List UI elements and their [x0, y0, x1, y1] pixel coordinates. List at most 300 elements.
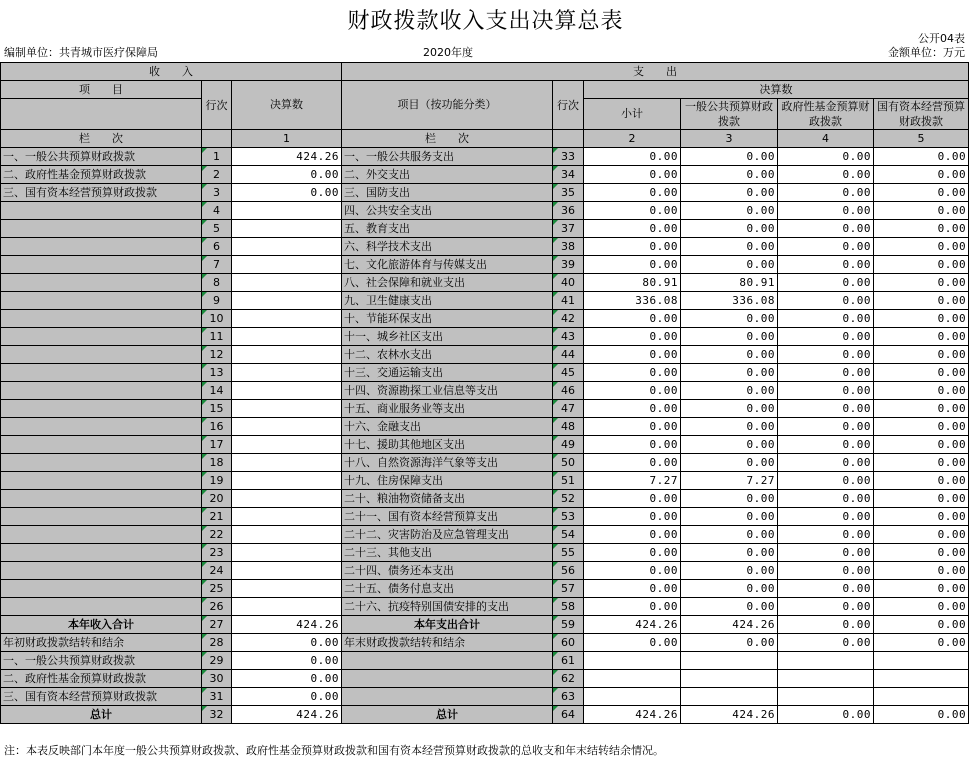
expense-state-capital: 0.00	[874, 472, 969, 490]
income-amount	[232, 364, 342, 382]
income-item	[1, 418, 202, 436]
income-row-no: 8	[202, 274, 232, 292]
income-row-no: 26	[202, 598, 232, 616]
expense-item: 七、文化旅游体育与传媒支出	[342, 256, 553, 274]
income-item: 一、一般公共预算财政拨款	[1, 652, 202, 670]
income-item	[1, 292, 202, 310]
expense-row-no: 53	[553, 508, 584, 526]
expense-row-no: 40	[553, 274, 584, 292]
table-row	[1, 400, 969, 418]
expense-state-capital: 0.00	[874, 202, 969, 220]
expense-gov-fund	[778, 688, 874, 706]
expense-item: 一、一般公共服务支出	[342, 148, 553, 166]
income-amount: 0.00	[232, 670, 342, 688]
col-num-3: 3	[681, 130, 778, 148]
expense-row-no: 36	[553, 202, 584, 220]
expense-gov-fund: 0.00	[778, 220, 874, 238]
expense-gen-budget: 0.00	[681, 454, 778, 472]
col-label: 栏 次	[1, 130, 202, 148]
expense-subtotal: 336.08	[584, 292, 681, 310]
expense-subtotal: 0.00	[584, 310, 681, 328]
expense-subtotal: 0.00	[584, 400, 681, 418]
expense-subtotal: 0.00	[584, 598, 681, 616]
expense-item: 本年支出合计	[342, 616, 553, 634]
income-amount	[232, 562, 342, 580]
expense-item: 八、社会保障和就业支出	[342, 274, 553, 292]
income-row-no: 7	[202, 256, 232, 274]
expense-state-capital: 0.00	[874, 328, 969, 346]
income-item: 三、国有资本经营预算财政拨款	[1, 688, 202, 706]
income-amount	[232, 256, 342, 274]
income-item: 二、政府性基金预算财政拨款	[1, 670, 202, 688]
expense-gov-fund: 0.00	[778, 148, 874, 166]
expense-item: 二十、粮油物资储备支出	[342, 490, 553, 508]
expense-row-no: 54	[553, 526, 584, 544]
table-row	[1, 238, 969, 256]
expense-item: 十二、农林水支出	[342, 346, 553, 364]
table-row	[1, 418, 969, 436]
expense-gov-fund: 0.00	[778, 634, 874, 652]
expense-state-capital: 0.00	[874, 256, 969, 274]
income-row-no: 32	[202, 706, 232, 724]
income-amount: 0.00	[232, 688, 342, 706]
table-row	[1, 292, 969, 310]
income-row-no: 3	[202, 184, 232, 202]
table-row	[1, 634, 969, 652]
expense-state-capital: 0.00	[874, 166, 969, 184]
expense-gov-fund: 0.00	[778, 184, 874, 202]
expense-gov-fund: 0.00	[778, 472, 874, 490]
income-item	[1, 328, 202, 346]
expense-row-no: 52	[553, 490, 584, 508]
expense-gov-fund: 0.00	[778, 328, 874, 346]
table-row	[1, 616, 969, 634]
expense-state-capital: 0.00	[874, 364, 969, 382]
expense-gen-budget: 0.00	[681, 256, 778, 274]
expense-gov-fund: 0.00	[778, 274, 874, 292]
col-label-2: 栏 次	[342, 130, 553, 148]
income-amount: 424.26	[232, 706, 342, 724]
income-item	[1, 202, 202, 220]
expense-subtotal: 0.00	[584, 418, 681, 436]
expense-subtotal	[584, 670, 681, 688]
expense-gen-budget: 0.00	[681, 562, 778, 580]
expense-state-capital: 0.00	[874, 310, 969, 328]
expense-subtotal: 0.00	[584, 364, 681, 382]
expense-state-capital	[874, 652, 969, 670]
expense-gov-fund: 0.00	[778, 562, 874, 580]
income-amount	[232, 490, 342, 508]
income-item	[1, 598, 202, 616]
income-row-no: 15	[202, 400, 232, 418]
form-code: 公开04表	[918, 32, 965, 45]
expense-state-capital: 0.00	[874, 508, 969, 526]
income-item	[1, 490, 202, 508]
expense-subtotal: 424.26	[584, 706, 681, 724]
income-amount	[232, 508, 342, 526]
expense-state-capital	[874, 688, 969, 706]
income-item	[1, 436, 202, 454]
income-row-no: 18	[202, 454, 232, 472]
income-row-no: 11	[202, 328, 232, 346]
expense-state-capital: 0.00	[874, 382, 969, 400]
expense-state-capital: 0.00	[874, 562, 969, 580]
expense-item: 二十六、抗疫特别国债安排的支出	[342, 598, 553, 616]
income-amount	[232, 202, 342, 220]
table-row	[1, 652, 969, 670]
income-row-no: 19	[202, 472, 232, 490]
expense-row-no: 62	[553, 670, 584, 688]
expense-gen-budget: 0.00	[681, 508, 778, 526]
income-row-no: 29	[202, 652, 232, 670]
expense-gov-fund: 0.00	[778, 400, 874, 418]
income-item: 三、国有资本经营预算财政拨款	[1, 184, 202, 202]
settle-amount-header: 决算数	[232, 81, 342, 130]
expense-row-no: 41	[553, 292, 584, 310]
income-amount	[232, 400, 342, 418]
expense-gov-fund	[778, 652, 874, 670]
amount-unit: 金额单位：万元	[888, 46, 965, 59]
income-item	[1, 580, 202, 598]
expense-gov-fund: 0.00	[778, 166, 874, 184]
expense-subtotal: 0.00	[584, 634, 681, 652]
expense-item: 六、科学技术支出	[342, 238, 553, 256]
table-row	[1, 472, 969, 490]
expense-row-no: 47	[553, 400, 584, 418]
expense-state-capital: 0.00	[874, 292, 969, 310]
expense-row-no: 38	[553, 238, 584, 256]
expense-subtotal: 0.00	[584, 508, 681, 526]
gen-budget-header: 一般公共预算财政拨款	[681, 99, 778, 130]
income-row-no: 5	[202, 220, 232, 238]
expense-row-no: 39	[553, 256, 584, 274]
expense-subtotal: 0.00	[584, 184, 681, 202]
expense-state-capital	[874, 670, 969, 688]
expense-subtotal: 80.91	[584, 274, 681, 292]
income-row-no: 2	[202, 166, 232, 184]
table-row	[1, 562, 969, 580]
expense-subtotal: 0.00	[584, 166, 681, 184]
table-row	[1, 364, 969, 382]
expense-gov-fund: 0.00	[778, 256, 874, 274]
expense-subtotal	[584, 688, 681, 706]
income-row-no: 30	[202, 670, 232, 688]
expense-row-no: 34	[553, 166, 584, 184]
income-item	[1, 364, 202, 382]
income-amount	[232, 382, 342, 400]
income-row-no: 12	[202, 346, 232, 364]
expense-state-capital: 0.00	[874, 454, 969, 472]
income-item	[1, 382, 202, 400]
expense-row-no: 60	[553, 634, 584, 652]
table-row	[1, 202, 969, 220]
subtotal-header: 小计	[584, 99, 681, 130]
expense-row-no: 35	[553, 184, 584, 202]
expense-gen-budget: 0.00	[681, 328, 778, 346]
expense-subtotal: 424.26	[584, 616, 681, 634]
expense-item: 十五、商业服务业等支出	[342, 400, 553, 418]
income-row-no: 4	[202, 202, 232, 220]
col-num-2: 2	[584, 130, 681, 148]
income-amount	[232, 274, 342, 292]
table-row	[1, 454, 969, 472]
expense-item: 二十一、国有资本经营预算支出	[342, 508, 553, 526]
income-row-no: 27	[202, 616, 232, 634]
expense-gov-fund: 0.00	[778, 544, 874, 562]
footnote: 注：本表反映部门本年度一般公共预算财政拨款、政府性基金预算财政拨款和国有资本经营预算财政拨款的总收支和年末结转结余情况。	[4, 744, 664, 757]
table-row	[1, 526, 969, 544]
expense-gen-budget: 0.00	[681, 364, 778, 382]
state-capital-header: 国有资本经营预算财政拨款	[874, 99, 969, 130]
income-amount	[232, 472, 342, 490]
expense-gen-budget	[681, 652, 778, 670]
expense-state-capital: 0.00	[874, 490, 969, 508]
expense-gen-budget: 0.00	[681, 598, 778, 616]
row-no-header: 行次	[202, 81, 232, 130]
col-label-rowno	[202, 130, 232, 148]
col-num-5: 5	[874, 130, 969, 148]
expense-item: 总计	[342, 706, 553, 724]
expense-subtotal: 0.00	[584, 490, 681, 508]
expense-gov-fund: 0.00	[778, 382, 874, 400]
expense-state-capital: 0.00	[874, 526, 969, 544]
income-amount: 424.26	[232, 616, 342, 634]
income-row-no: 17	[202, 436, 232, 454]
expense-gen-budget: 7.27	[681, 472, 778, 490]
expense-subtotal: 0.00	[584, 436, 681, 454]
income-item	[1, 310, 202, 328]
income-amount: 424.26	[232, 148, 342, 166]
expense-gen-budget: 0.00	[681, 634, 778, 652]
expense-gov-fund: 0.00	[778, 454, 874, 472]
table-row	[1, 670, 969, 688]
expense-row-no: 64	[553, 706, 584, 724]
expense-gov-fund: 0.00	[778, 580, 874, 598]
expense-gen-budget: 0.00	[681, 310, 778, 328]
income-row-no: 23	[202, 544, 232, 562]
expense-gen-budget: 0.00	[681, 544, 778, 562]
expense-gen-budget: 0.00	[681, 346, 778, 364]
expense-row-no: 50	[553, 454, 584, 472]
expense-subtotal: 0.00	[584, 220, 681, 238]
org-name: 编制单位：共青城市医疗保障局	[4, 46, 158, 59]
expense-subtotal: 0.00	[584, 382, 681, 400]
expense-item: 二、外交支出	[342, 166, 553, 184]
col-num-4: 4	[778, 130, 874, 148]
table-row	[1, 148, 969, 166]
expense-row-no: 57	[553, 580, 584, 598]
expense-item: 十七、援助其他地区支出	[342, 436, 553, 454]
income-amount: 0.00	[232, 184, 342, 202]
expense-gen-budget: 424.26	[681, 706, 778, 724]
expense-gen-budget: 0.00	[681, 220, 778, 238]
expense-gen-budget	[681, 688, 778, 706]
income-row-no: 31	[202, 688, 232, 706]
expense-subtotal: 0.00	[584, 256, 681, 274]
expense-subtotal: 0.00	[584, 202, 681, 220]
expense-state-capital: 0.00	[874, 400, 969, 418]
expense-gen-budget: 0.00	[681, 148, 778, 166]
expense-gov-fund	[778, 670, 874, 688]
expense-item: 十、节能环保支出	[342, 310, 553, 328]
expense-gov-fund: 0.00	[778, 364, 874, 382]
table-row	[1, 598, 969, 616]
income-item: 总计	[1, 706, 202, 724]
expense-gov-fund: 0.00	[778, 418, 874, 436]
income-amount	[232, 346, 342, 364]
income-row-no: 21	[202, 508, 232, 526]
expense-gov-fund: 0.00	[778, 238, 874, 256]
income-item	[1, 454, 202, 472]
table-row	[1, 346, 969, 364]
expense-state-capital: 0.00	[874, 436, 969, 454]
expense-subtotal: 0.00	[584, 328, 681, 346]
expense-item: 十四、资源勘探工业信息等支出	[342, 382, 553, 400]
expense-gov-fund: 0.00	[778, 436, 874, 454]
table-row	[1, 436, 969, 454]
expense-item: 十三、交通运输支出	[342, 364, 553, 382]
expense-gov-fund: 0.00	[778, 616, 874, 634]
table-row	[1, 274, 969, 292]
expense-state-capital: 0.00	[874, 346, 969, 364]
expense-item: 十六、金融支出	[342, 418, 553, 436]
table-row	[1, 184, 969, 202]
income-amount	[232, 598, 342, 616]
income-item	[1, 472, 202, 490]
expense-gen-budget: 0.00	[681, 202, 778, 220]
expense-gov-fund: 0.00	[778, 526, 874, 544]
expense-state-capital: 0.00	[874, 274, 969, 292]
income-row-no: 10	[202, 310, 232, 328]
expense-gen-budget: 0.00	[681, 382, 778, 400]
expense-item	[342, 670, 553, 688]
settlement-table	[0, 62, 969, 724]
expense-row-no: 44	[553, 346, 584, 364]
expense-item: 年末财政拨款结转和结余	[342, 634, 553, 652]
expense-row-no: 46	[553, 382, 584, 400]
income-amount	[232, 220, 342, 238]
income-row-no: 24	[202, 562, 232, 580]
expense-row-no: 33	[553, 148, 584, 166]
income-item	[1, 256, 202, 274]
expense-gen-budget: 0.00	[681, 184, 778, 202]
income-item	[1, 400, 202, 418]
income-item: 二、政府性基金预算财政拨款	[1, 166, 202, 184]
expense-state-capital: 0.00	[874, 616, 969, 634]
expense-item: 十九、住房保障支出	[342, 472, 553, 490]
expense-gen-budget: 0.00	[681, 526, 778, 544]
income-item	[1, 526, 202, 544]
expense-subtotal	[584, 652, 681, 670]
expense-gov-fund: 0.00	[778, 346, 874, 364]
expense-gen-budget: 0.00	[681, 490, 778, 508]
income-row-no: 28	[202, 634, 232, 652]
expense-subtotal: 0.00	[584, 238, 681, 256]
table-row	[1, 490, 969, 508]
expense-row-no: 48	[553, 418, 584, 436]
income-amount: 0.00	[232, 634, 342, 652]
income-item: 年初财政拨款结转和结余	[1, 634, 202, 652]
expense-item: 三、国防支出	[342, 184, 553, 202]
expense-gen-budget	[681, 670, 778, 688]
income-amount	[232, 310, 342, 328]
expense-item: 九、卫生健康支出	[342, 292, 553, 310]
table-row	[1, 328, 969, 346]
table-row	[1, 220, 969, 238]
expense-row-no: 55	[553, 544, 584, 562]
income-item	[1, 220, 202, 238]
income-amount	[232, 238, 342, 256]
income-item: 一、一般公共预算财政拨款	[1, 148, 202, 166]
expense-subtotal: 0.00	[584, 454, 681, 472]
expense-item: 二十五、债务付息支出	[342, 580, 553, 598]
report-title: 财政拨款收入支出决算总表	[347, 9, 624, 34]
expense-item: 四、公共安全支出	[342, 202, 553, 220]
income-amount	[232, 580, 342, 598]
expense-subtotal: 0.00	[584, 562, 681, 580]
item-header: 项 目	[1, 81, 202, 99]
expense-row-no: 45	[553, 364, 584, 382]
expense-item	[342, 688, 553, 706]
income-amount	[232, 544, 342, 562]
expense-item: 二十三、其他支出	[342, 544, 553, 562]
expense-row-no: 42	[553, 310, 584, 328]
income-amount	[232, 328, 342, 346]
expense-subtotal: 0.00	[584, 526, 681, 544]
expense-gen-budget: 0.00	[681, 238, 778, 256]
income-item: 本年收入合计	[1, 616, 202, 634]
expense-item: 十一、城乡社区支出	[342, 328, 553, 346]
expense-gov-fund: 0.00	[778, 598, 874, 616]
income-item	[1, 508, 202, 526]
expense-state-capital: 0.00	[874, 238, 969, 256]
table-row	[1, 310, 969, 328]
income-amount	[232, 454, 342, 472]
expense-gen-budget: 0.00	[681, 400, 778, 418]
income-item	[1, 238, 202, 256]
expense-gov-fund: 0.00	[778, 706, 874, 724]
expense-gen-budget: 0.00	[681, 418, 778, 436]
expense-gen-budget: 424.26	[681, 616, 778, 634]
expense-gen-budget: 80.91	[681, 274, 778, 292]
income-row-no: 22	[202, 526, 232, 544]
income-row-no: 14	[202, 382, 232, 400]
table-row	[1, 706, 969, 724]
income-amount	[232, 436, 342, 454]
item-header-blank	[1, 99, 202, 130]
expense-row-no: 61	[553, 652, 584, 670]
expense-gen-budget: 0.00	[681, 580, 778, 598]
income-row-no: 13	[202, 364, 232, 382]
income-row-no: 16	[202, 418, 232, 436]
expense-subtotal: 0.00	[584, 148, 681, 166]
gov-fund-header: 政府性基金预算财政拨款	[778, 99, 874, 130]
expense-row-no: 49	[553, 436, 584, 454]
table-row	[1, 544, 969, 562]
row-no-header-2: 行次	[553, 81, 584, 130]
expense-gov-fund: 0.00	[778, 292, 874, 310]
expense-row-no: 58	[553, 598, 584, 616]
income-amount	[232, 526, 342, 544]
expense-subtotal: 0.00	[584, 544, 681, 562]
expense-item: 十八、自然资源海洋气象等支出	[342, 454, 553, 472]
expense-gen-budget: 336.08	[681, 292, 778, 310]
income-row-no: 25	[202, 580, 232, 598]
settle-amount-header-2: 决算数	[584, 81, 969, 99]
expense-subtotal: 0.00	[584, 346, 681, 364]
income-header: 收 入	[1, 63, 342, 81]
expense-row-no: 63	[553, 688, 584, 706]
